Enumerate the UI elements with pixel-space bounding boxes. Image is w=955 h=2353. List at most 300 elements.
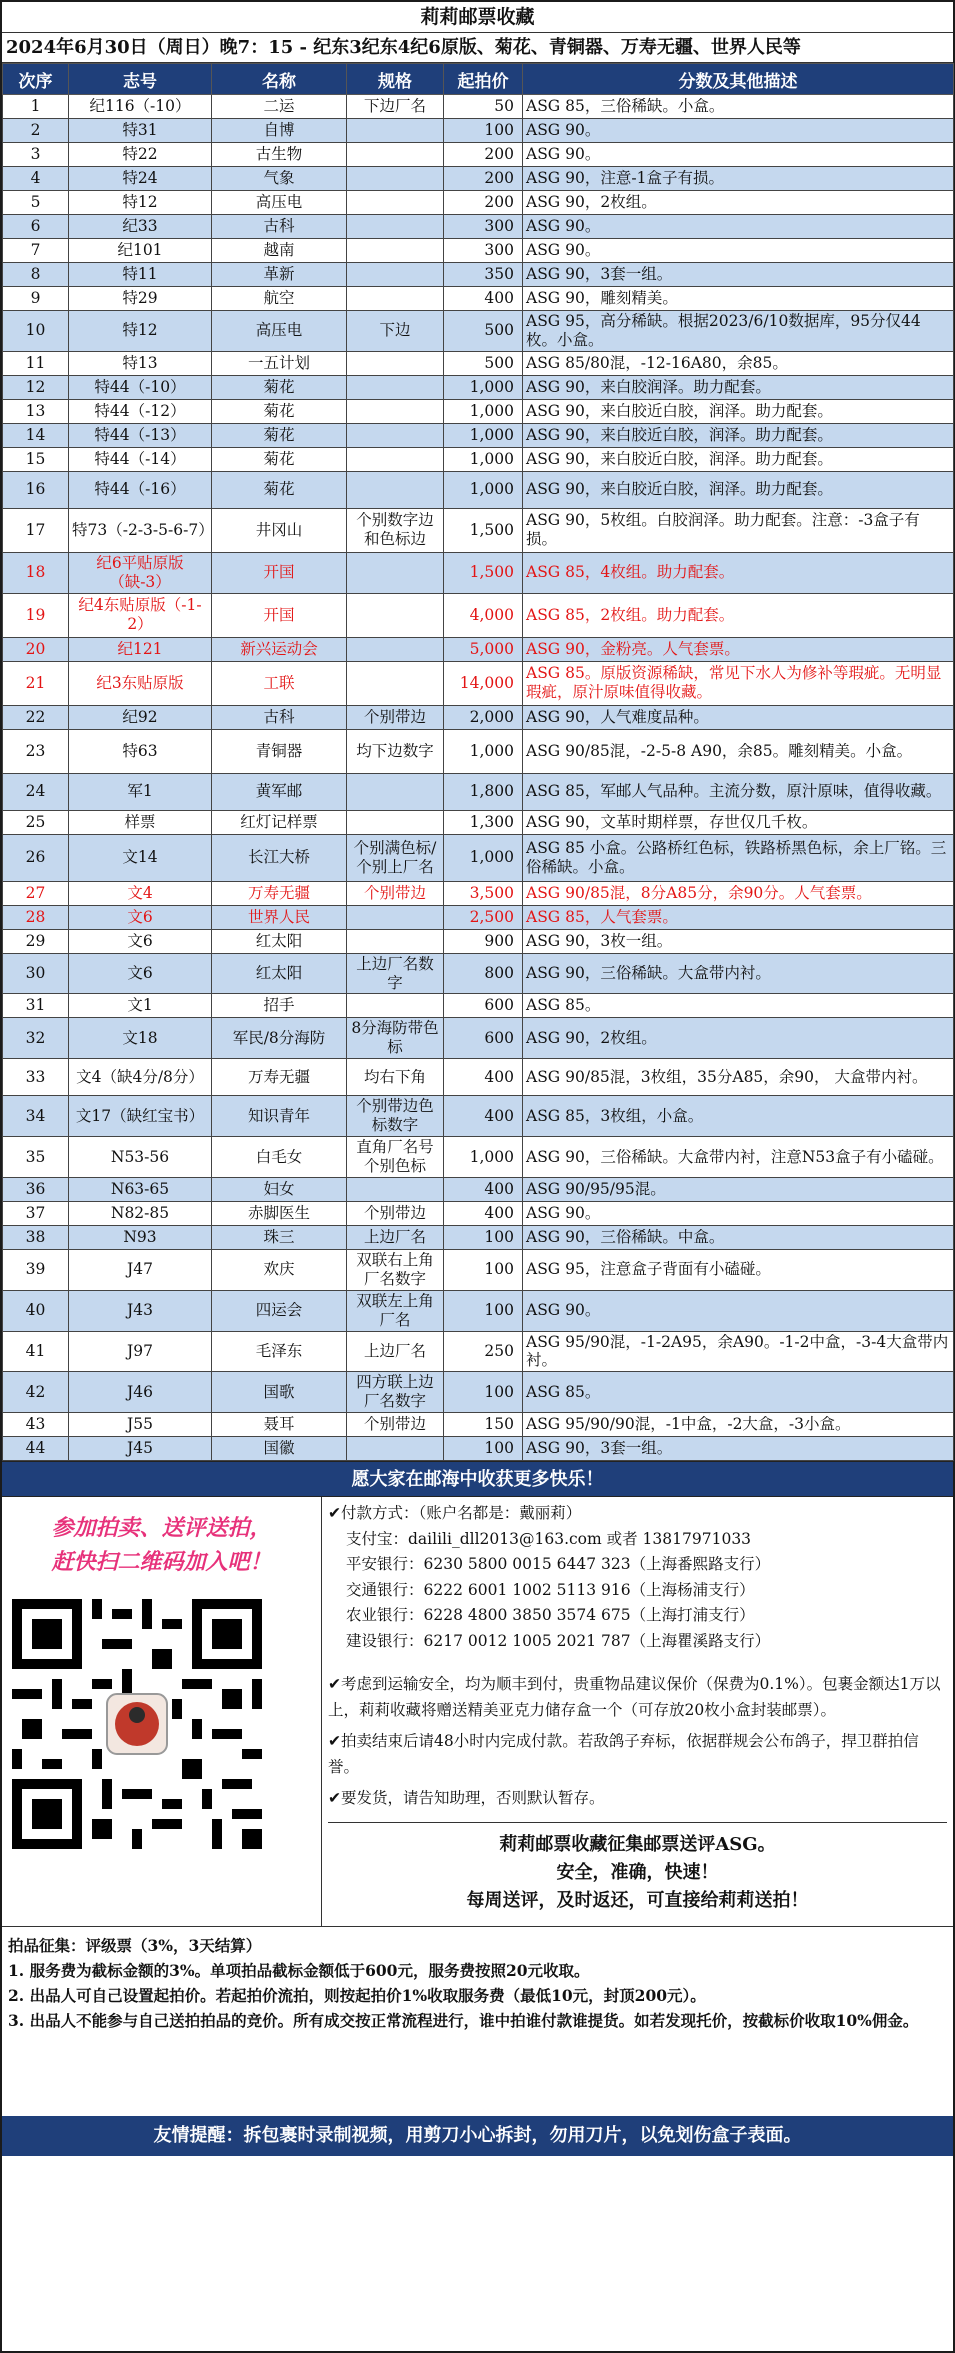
asg-promo-line-2: 安全，准确，快速！ bbox=[556, 1861, 719, 1883]
table-row bbox=[3, 810, 954, 834]
table-header-row bbox=[3, 64, 954, 95]
lot-spec: 个别带边 bbox=[347, 1413, 444, 1437]
lot-number: 3 bbox=[3, 143, 69, 167]
auction-subtitle: 2024年6月30日（周日）晚7：15 - 纪东3纪东4纪6原版、菊花、青铜器、万寿无疆、世界人民等 bbox=[2, 33, 953, 63]
lot-id: 特44（-12） bbox=[69, 399, 212, 423]
lot-price: 600 bbox=[444, 994, 523, 1018]
lot-id: J45 bbox=[69, 1437, 212, 1461]
bank-account-pingan: 平安银行：6230 5800 0015 6447 323（上海番熙路支行） bbox=[346, 1555, 771, 1574]
lot-description: ASG 90。 bbox=[523, 1201, 954, 1225]
lot-spec: 个别数字边和色标边 bbox=[347, 508, 444, 552]
lot-price: 50 bbox=[444, 95, 523, 119]
col-header-spec: 规格 bbox=[347, 64, 444, 95]
lot-number: 12 bbox=[3, 375, 69, 399]
lot-description: ASG 90/95/95混。 bbox=[523, 1177, 954, 1201]
lot-price: 2,500 bbox=[444, 905, 523, 929]
lot-spec bbox=[347, 215, 444, 239]
lot-number: 28 bbox=[3, 905, 69, 929]
bank-account-jiaotong: 交通银行：6222 6001 1002 5113 916（上海杨浦支行） bbox=[346, 1580, 755, 1599]
lot-price: 100 bbox=[444, 1249, 523, 1290]
lot-name: 军民/8分海防 bbox=[212, 1018, 347, 1059]
lot-name: 菊花 bbox=[212, 447, 347, 471]
lot-description: ASG 85，2枚组。助力配套。 bbox=[523, 593, 954, 637]
lot-spec bbox=[347, 661, 444, 705]
table-row bbox=[3, 1290, 954, 1331]
shipping-note: ✔考虑到运输安全，均为顺丰到付，贵重物品建议保价（保费为0.1%）。包裹金额达1万以上，莉莉收藏将赠送精美亚克力储存盒一个（可存放20枚小盒封装邮票）。 bbox=[328, 1675, 941, 1719]
lot-number: 20 bbox=[3, 637, 69, 661]
col-header-number: 次序 bbox=[3, 64, 69, 95]
table-row bbox=[3, 143, 954, 167]
col-header-desc: 分数及其他描述 bbox=[523, 64, 954, 95]
lot-number: 34 bbox=[3, 1096, 69, 1137]
lot-number: 7 bbox=[3, 239, 69, 263]
lot-number: 27 bbox=[3, 881, 69, 905]
lot-name: 菊花 bbox=[212, 423, 347, 447]
lot-number: 10 bbox=[3, 311, 69, 352]
lot-description: ASG 90/85混，3枚组，35分A85，余90， 大盒带内衬。 bbox=[523, 1059, 954, 1096]
lot-id: 文1 bbox=[69, 994, 212, 1018]
lot-description: ASG 90，三俗稀缺。大盒带内衬。 bbox=[523, 953, 954, 994]
lot-id: J43 bbox=[69, 1290, 212, 1331]
lot-number: 26 bbox=[3, 834, 69, 881]
lot-number: 24 bbox=[3, 773, 69, 810]
lot-price: 600 bbox=[444, 1018, 523, 1059]
lot-description: ASG 90，来白胶近白胶，润泽。助力配套。 bbox=[523, 399, 954, 423]
rules-section bbox=[2, 1927, 953, 2116]
lot-number: 35 bbox=[3, 1137, 69, 1178]
lot-description: ASG 90/85混，8分A85分，余90分。人气套票。 bbox=[523, 881, 954, 905]
lot-price: 1,000 bbox=[444, 471, 523, 508]
lot-name: 招手 bbox=[212, 994, 347, 1018]
lot-price: 3,500 bbox=[444, 881, 523, 905]
lot-price: 1,000 bbox=[444, 1137, 523, 1178]
lot-spec bbox=[347, 239, 444, 263]
lot-spec: 直角厂名号个别色标 bbox=[347, 1137, 444, 1178]
lot-number: 33 bbox=[3, 1059, 69, 1096]
table-row bbox=[3, 447, 954, 471]
lot-number: 19 bbox=[3, 593, 69, 637]
table-row bbox=[3, 1018, 954, 1059]
lot-number: 2 bbox=[3, 119, 69, 143]
lot-id: 文6 bbox=[69, 905, 212, 929]
lot-price: 100 bbox=[444, 1437, 523, 1461]
qr-code-icon[interactable] bbox=[12, 1599, 262, 1849]
lot-spec bbox=[347, 637, 444, 661]
lot-name: 白毛女 bbox=[212, 1137, 347, 1178]
table-row bbox=[3, 1249, 954, 1290]
lot-spec bbox=[347, 191, 444, 215]
lot-number: 14 bbox=[3, 423, 69, 447]
table-row bbox=[3, 1437, 954, 1461]
lot-spec bbox=[347, 143, 444, 167]
lot-spec: 下边厂名 bbox=[347, 95, 444, 119]
lot-id: 纪121 bbox=[69, 637, 212, 661]
table-row bbox=[3, 881, 954, 905]
lot-name: 古科 bbox=[212, 215, 347, 239]
lot-name: 黄军邮 bbox=[212, 773, 347, 810]
lot-price: 900 bbox=[444, 929, 523, 953]
lot-price: 1,000 bbox=[444, 729, 523, 773]
lot-name: 古生物 bbox=[212, 143, 347, 167]
lot-name: 万寿无疆 bbox=[212, 1059, 347, 1096]
lot-number: 39 bbox=[3, 1249, 69, 1290]
table-row bbox=[3, 167, 954, 191]
lot-id: J46 bbox=[69, 1372, 212, 1413]
payment-deadline-note: ✔拍卖结束后请48小时内完成付款。若敌鸽子弃标，依据群规会公布鸽子，捍卫群拍信誉。 bbox=[328, 1732, 919, 1776]
lot-id: N82-85 bbox=[69, 1201, 212, 1225]
lot-id: 纪92 bbox=[69, 705, 212, 729]
lot-id: 纪33 bbox=[69, 215, 212, 239]
table-row bbox=[3, 95, 954, 119]
lot-description: ASG 90，2枚组。 bbox=[523, 191, 954, 215]
lot-description: ASG 90，注意-1盒子有损。 bbox=[523, 167, 954, 191]
lot-id: 特44（-13） bbox=[69, 423, 212, 447]
rule-item-1: 1. 服务费为截标金额的3%。单项拍品截标金额低于600元，服务费按照20元收取。 bbox=[8, 1961, 590, 1981]
lot-spec bbox=[347, 593, 444, 637]
lot-name: 长江大桥 bbox=[212, 834, 347, 881]
lot-name: 菊花 bbox=[212, 375, 347, 399]
lot-description: ASG 85。 bbox=[523, 1372, 954, 1413]
bank-account-nongye: 农业银行：6228 4800 3850 3574 675（上海打浦支行） bbox=[346, 1606, 755, 1625]
table-row bbox=[3, 637, 954, 661]
lot-description: ASG 90，3枚一组。 bbox=[523, 929, 954, 953]
lot-description: ASG 90，3套一组。 bbox=[523, 263, 954, 287]
lot-spec: 个别满色标/个别上厂名 bbox=[347, 834, 444, 881]
lot-name: 赤脚医生 bbox=[212, 1201, 347, 1225]
table-row bbox=[3, 471, 954, 508]
qr-invite-line-1: 参加拍卖、送评送拍， bbox=[51, 1515, 272, 1542]
table-row bbox=[3, 1331, 954, 1372]
lot-price: 300 bbox=[444, 215, 523, 239]
lot-name: 古科 bbox=[212, 705, 347, 729]
lot-spec bbox=[347, 399, 444, 423]
lot-number: 16 bbox=[3, 471, 69, 508]
lot-name: 红太阳 bbox=[212, 929, 347, 953]
lot-spec bbox=[347, 905, 444, 929]
table-row bbox=[3, 423, 954, 447]
wish-banner: 愿大家在邮海中收获更多快乐！ bbox=[2, 1461, 953, 1497]
lot-id: 特29 bbox=[69, 287, 212, 311]
lot-spec: 上边厂名 bbox=[347, 1225, 444, 1249]
lot-price: 1,000 bbox=[444, 447, 523, 471]
lot-number: 23 bbox=[3, 729, 69, 773]
lot-number: 37 bbox=[3, 1201, 69, 1225]
lot-number: 43 bbox=[3, 1413, 69, 1437]
lot-description: ASG 95，注意盒子背面有小磕碰。 bbox=[523, 1249, 954, 1290]
table-row bbox=[3, 1372, 954, 1413]
delivery-note: ✔要发货，请告知助理，否则默认暂存。 bbox=[328, 1789, 605, 1808]
lot-spec bbox=[347, 1437, 444, 1461]
lot-name: 世界人民 bbox=[212, 905, 347, 929]
lot-id: 纪4东贴原版（-1-2） bbox=[69, 593, 212, 637]
lot-price: 350 bbox=[444, 263, 523, 287]
lot-id: 特44（-16） bbox=[69, 471, 212, 508]
lot-spec bbox=[347, 287, 444, 311]
lot-description: ASG 90，雕刻精美。 bbox=[523, 287, 954, 311]
lot-price: 400 bbox=[444, 287, 523, 311]
table-row bbox=[3, 994, 954, 1018]
lot-id: 纪3东贴原版 bbox=[69, 661, 212, 705]
payment-title: ✔付款方式：（账户名都是：戴丽莉） bbox=[328, 1504, 582, 1523]
lot-price: 800 bbox=[444, 953, 523, 994]
lot-description: ASG 90，三俗稀缺。大盒带内衬，注意N53盒子有小磕碰。 bbox=[523, 1137, 954, 1178]
lot-price: 200 bbox=[444, 167, 523, 191]
lot-name: 珠三 bbox=[212, 1225, 347, 1249]
lot-id: 文17（缺红宝书） bbox=[69, 1096, 212, 1137]
lot-spec: 个别带边色标数字 bbox=[347, 1096, 444, 1137]
lot-number: 41 bbox=[3, 1331, 69, 1372]
lot-description: ASG 85。 bbox=[523, 994, 954, 1018]
lot-description: ASG 85，三俗稀缺。小盒。 bbox=[523, 95, 954, 119]
lot-description: ASG 90，来白胶近白胶，润泽。助力配套。 bbox=[523, 447, 954, 471]
lot-spec bbox=[347, 119, 444, 143]
qr-panel bbox=[2, 1497, 322, 1926]
lot-price: 2,000 bbox=[444, 705, 523, 729]
lot-id: 纪116（-10） bbox=[69, 95, 212, 119]
lot-spec bbox=[347, 167, 444, 191]
qr-invite-line-2: 赶快扫二维码加入吧！ bbox=[51, 1549, 272, 1576]
lot-price: 5,000 bbox=[444, 637, 523, 661]
table-row bbox=[3, 552, 954, 593]
lot-id: 特22 bbox=[69, 143, 212, 167]
lot-price: 1,500 bbox=[444, 552, 523, 593]
alipay-account: 支付宝：dailili_dll2013@163.com 或者 13817971033 bbox=[346, 1529, 752, 1548]
lot-spec bbox=[347, 929, 444, 953]
lot-description: ASG 90，来白胶近白胶，润泽。助力配套。 bbox=[523, 423, 954, 447]
lot-description: ASG 90。 bbox=[523, 119, 954, 143]
lot-price: 100 bbox=[444, 1225, 523, 1249]
lot-id: 文14 bbox=[69, 834, 212, 881]
table-row bbox=[3, 311, 954, 352]
lot-number: 5 bbox=[3, 191, 69, 215]
table-row bbox=[3, 929, 954, 953]
table-row bbox=[3, 705, 954, 729]
lot-number: 42 bbox=[3, 1372, 69, 1413]
lot-price: 1,000 bbox=[444, 399, 523, 423]
lot-number: 36 bbox=[3, 1177, 69, 1201]
lot-number: 25 bbox=[3, 810, 69, 834]
lot-name: 妇女 bbox=[212, 1177, 347, 1201]
lot-spec: 个别带边 bbox=[347, 1201, 444, 1225]
lot-spec: 四方联上边厂名数字 bbox=[347, 1372, 444, 1413]
asg-promo bbox=[328, 1822, 947, 1915]
lot-description: ASG 85，4枚组。助力配套。 bbox=[523, 552, 954, 593]
lot-id: 文18 bbox=[69, 1018, 212, 1059]
lot-number: 15 bbox=[3, 447, 69, 471]
lot-number: 4 bbox=[3, 167, 69, 191]
lot-price: 200 bbox=[444, 143, 523, 167]
lot-spec bbox=[347, 1177, 444, 1201]
table-row bbox=[3, 1201, 954, 1225]
lot-spec: 均右下角 bbox=[347, 1059, 444, 1096]
lot-price: 1,300 bbox=[444, 810, 523, 834]
lot-spec bbox=[347, 447, 444, 471]
table-row bbox=[3, 593, 954, 637]
lot-number: 32 bbox=[3, 1018, 69, 1059]
lot-name: 国歌 bbox=[212, 1372, 347, 1413]
lot-spec: 8分海防带色标 bbox=[347, 1018, 444, 1059]
lot-number: 1 bbox=[3, 95, 69, 119]
lot-spec bbox=[347, 773, 444, 810]
lot-number: 30 bbox=[3, 953, 69, 994]
lot-spec bbox=[347, 552, 444, 593]
lot-name: 新兴运动会 bbox=[212, 637, 347, 661]
lot-spec bbox=[347, 471, 444, 508]
table-row bbox=[3, 263, 954, 287]
lot-description: ASG 90，3套一组。 bbox=[523, 1437, 954, 1461]
lot-id: 纪101 bbox=[69, 239, 212, 263]
lot-price: 500 bbox=[444, 351, 523, 375]
lot-id: 特24 bbox=[69, 167, 212, 191]
lot-price: 250 bbox=[444, 1331, 523, 1372]
lot-id: J55 bbox=[69, 1413, 212, 1437]
lot-name: 工联 bbox=[212, 661, 347, 705]
lot-number: 29 bbox=[3, 929, 69, 953]
lot-id: 文4 bbox=[69, 881, 212, 905]
lot-description: ASG 90，来白胶润泽。助力配套。 bbox=[523, 375, 954, 399]
lot-price: 400 bbox=[444, 1201, 523, 1225]
lot-id: N93 bbox=[69, 1225, 212, 1249]
lot-description: ASG 95，高分稀缺。根据2023/6/10数据库，95分仅44枚。小盒。 bbox=[523, 311, 954, 352]
bank-account-jianshe: 建设银行：6217 0012 1005 2021 787（上海瞿溪路支行） bbox=[346, 1631, 771, 1650]
lot-id: 特73（-2-3-5-6-7） bbox=[69, 508, 212, 552]
table-row bbox=[3, 215, 954, 239]
table-row bbox=[3, 1137, 954, 1178]
lot-name: 万寿无疆 bbox=[212, 881, 347, 905]
lot-number: 44 bbox=[3, 1437, 69, 1461]
lot-description: ASG 90。 bbox=[523, 1290, 954, 1331]
lot-spec bbox=[347, 375, 444, 399]
lot-spec: 上边厂名数字 bbox=[347, 953, 444, 994]
lot-price: 150 bbox=[444, 1413, 523, 1437]
lot-id: 特12 bbox=[69, 191, 212, 215]
lot-description: ASG 90，三俗稀缺。中盒。 bbox=[523, 1225, 954, 1249]
table-row bbox=[3, 119, 954, 143]
table-row bbox=[3, 351, 954, 375]
lot-name: 航空 bbox=[212, 287, 347, 311]
lot-name: 红太阳 bbox=[212, 953, 347, 994]
lot-price: 400 bbox=[444, 1059, 523, 1096]
lot-id: 特44（-14） bbox=[69, 447, 212, 471]
col-header-price: 起拍价 bbox=[444, 64, 523, 95]
lot-name: 一五计划 bbox=[212, 351, 347, 375]
table-row bbox=[3, 508, 954, 552]
lot-number: 6 bbox=[3, 215, 69, 239]
lot-spec: 双联左上角厂名 bbox=[347, 1290, 444, 1331]
table-row bbox=[3, 239, 954, 263]
lot-spec: 均下边数字 bbox=[347, 729, 444, 773]
table-row bbox=[3, 729, 954, 773]
lot-description: ASG 85/80混，-12-16A80，余85。 bbox=[523, 351, 954, 375]
rule-item-2: 2. 出品人可自己设置起拍价。若起拍价流拍，则按起拍价1%收取服务费（最低10元，封顶200元）。 bbox=[8, 1986, 706, 2006]
lot-id: 文6 bbox=[69, 953, 212, 994]
lot-name: 越南 bbox=[212, 239, 347, 263]
lot-name: 气象 bbox=[212, 167, 347, 191]
lot-id: 文6 bbox=[69, 929, 212, 953]
lot-spec bbox=[347, 994, 444, 1018]
asg-promo-line-1: 莉莉邮票收藏征集邮票送评ASG。 bbox=[499, 1833, 776, 1855]
table-row bbox=[3, 1177, 954, 1201]
lot-number: 13 bbox=[3, 399, 69, 423]
lot-number: 8 bbox=[3, 263, 69, 287]
lot-description: ASG 90，金粉亮。人气套票。 bbox=[523, 637, 954, 661]
lot-description: ASG 90，来白胶近白胶，润泽。助力配套。 bbox=[523, 471, 954, 508]
lot-number: 9 bbox=[3, 287, 69, 311]
table-row bbox=[3, 1096, 954, 1137]
lot-price: 400 bbox=[444, 1177, 523, 1201]
lot-id: J97 bbox=[69, 1331, 212, 1372]
table-row bbox=[3, 191, 954, 215]
lot-id: 特13 bbox=[69, 351, 212, 375]
lot-id: N63-65 bbox=[69, 1177, 212, 1201]
lot-number: 38 bbox=[3, 1225, 69, 1249]
lot-spec bbox=[347, 351, 444, 375]
lot-id: 军1 bbox=[69, 773, 212, 810]
lot-number: 22 bbox=[3, 705, 69, 729]
lot-description: ASG 90/85混，-2-5-8 A90，余85。雕刻精美。小盒。 bbox=[523, 729, 954, 773]
lot-name: 高压电 bbox=[212, 311, 347, 352]
lot-number: 40 bbox=[3, 1290, 69, 1331]
lot-description: ASG 90，5枚组。白胶润泽。助力配套。注意：-3盒子有损。 bbox=[523, 508, 954, 552]
lot-description: ASG 85。原版资源稀缺，常见下水人为修补等瑕疵。无明显瑕疵，原汁原味值得收藏。 bbox=[523, 661, 954, 705]
lot-description: ASG 85 小盒。公路桥红色标，铁路桥黑色标，余上厂铭。三俗稀缺。小盒。 bbox=[523, 834, 954, 881]
lots-table bbox=[2, 63, 954, 1461]
lot-spec bbox=[347, 810, 444, 834]
lot-description: ASG 95/90/90混，-1中盒，-2大盒，-3小盒。 bbox=[523, 1413, 954, 1437]
lot-price: 100 bbox=[444, 119, 523, 143]
lot-name: 聂耳 bbox=[212, 1413, 347, 1437]
lot-description: ASG 85，3枚组，小盒。 bbox=[523, 1096, 954, 1137]
lot-name: 菊花 bbox=[212, 471, 347, 508]
lot-number: 18 bbox=[3, 552, 69, 593]
table-row bbox=[3, 773, 954, 810]
page-title: 莉莉邮票收藏 bbox=[2, 2, 953, 33]
lot-name: 国徽 bbox=[212, 1437, 347, 1461]
lot-name: 二运 bbox=[212, 95, 347, 119]
table-row bbox=[3, 661, 954, 705]
lot-id: 特44（-10） bbox=[69, 375, 212, 399]
lot-price: 200 bbox=[444, 191, 523, 215]
lot-price: 400 bbox=[444, 1096, 523, 1137]
lot-id: 特12 bbox=[69, 311, 212, 352]
lot-number: 31 bbox=[3, 994, 69, 1018]
lot-name: 毛泽东 bbox=[212, 1331, 347, 1372]
lot-price: 14,000 bbox=[444, 661, 523, 705]
lot-name: 井冈山 bbox=[212, 508, 347, 552]
lot-price: 4,000 bbox=[444, 593, 523, 637]
lot-name: 四运会 bbox=[212, 1290, 347, 1331]
lot-id: 样票 bbox=[69, 810, 212, 834]
col-header-id: 志号 bbox=[69, 64, 212, 95]
lot-id: 文4（缺4分/8分） bbox=[69, 1059, 212, 1096]
lot-description: ASG 85，人气套票。 bbox=[523, 905, 954, 929]
lot-id: 特31 bbox=[69, 119, 212, 143]
lot-number: 17 bbox=[3, 508, 69, 552]
lot-price: 300 bbox=[444, 239, 523, 263]
lot-price: 1,000 bbox=[444, 423, 523, 447]
footer-reminder: 友情提醒：拆包裹时录制视频，用剪刀小心拆封，勿用刀片，以免划伤盒子表面。 bbox=[2, 2116, 953, 2156]
table-row bbox=[3, 1225, 954, 1249]
table-row bbox=[3, 287, 954, 311]
table-row bbox=[3, 375, 954, 399]
lot-price: 1,000 bbox=[444, 375, 523, 399]
lot-name: 欢庆 bbox=[212, 1249, 347, 1290]
lot-description: ASG 90，人气难度品种。 bbox=[523, 705, 954, 729]
table-row bbox=[3, 834, 954, 881]
lot-spec: 双联右上角厂名数字 bbox=[347, 1249, 444, 1290]
lot-price: 1,800 bbox=[444, 773, 523, 810]
table-row bbox=[3, 953, 954, 994]
